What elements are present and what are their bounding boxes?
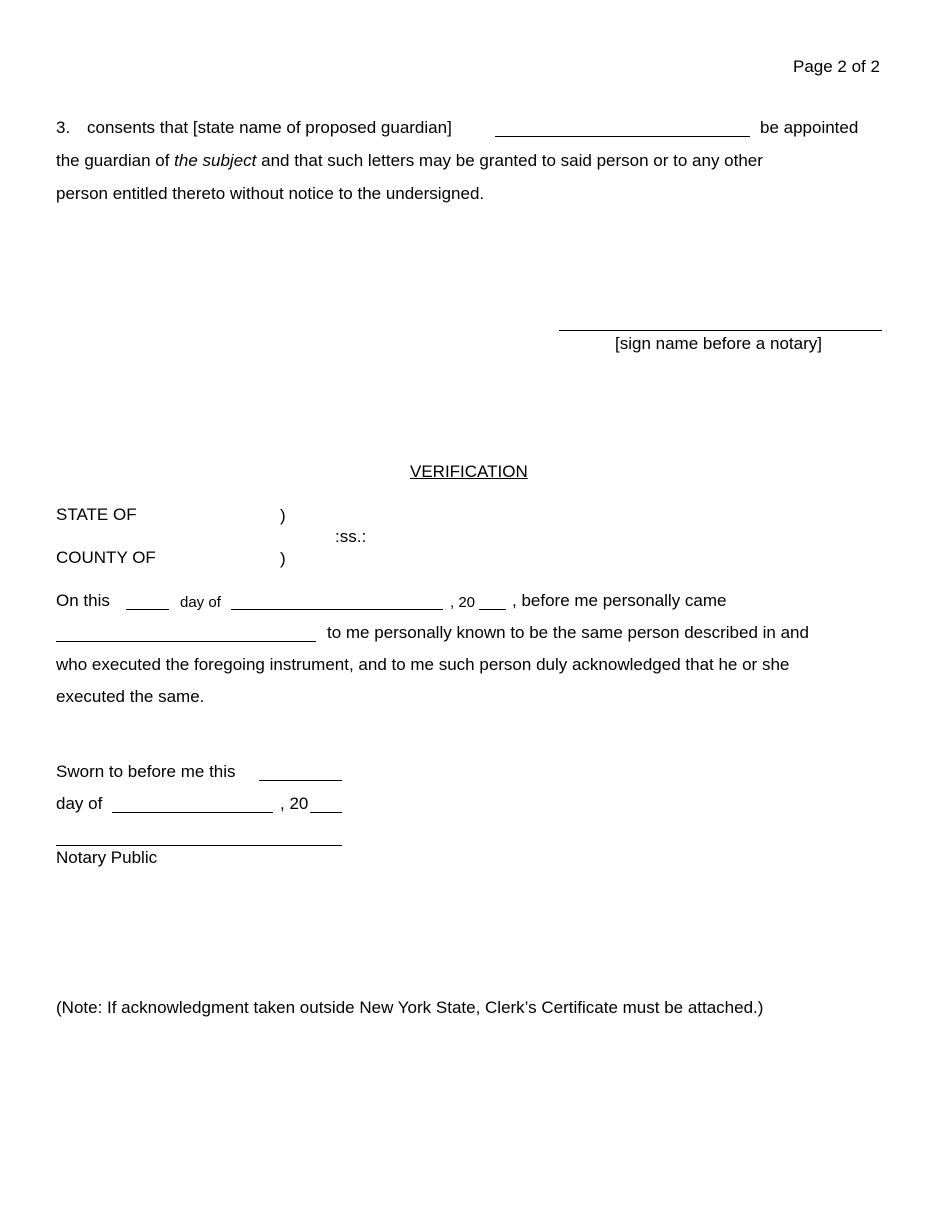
notary-signature-line[interactable] — [56, 845, 342, 846]
appointed-text: be appointed — [760, 118, 859, 137]
state-paren: ) — [280, 506, 286, 525]
guardian-name-blank[interactable] — [495, 136, 750, 137]
letters-text: and that such letters may be granted to said person or to any other — [256, 151, 763, 170]
sworn-month-blank[interactable] — [112, 812, 273, 813]
executed-same-line: executed the same. — [56, 687, 205, 706]
sworn-comma-20: , 20 — [280, 794, 309, 813]
executed-line: who executed the foregoing instrument, and to me such person duly acknowledged that he or she — [56, 655, 790, 674]
ss-label: :ss.: — [335, 527, 367, 546]
sworn-year-blank[interactable] — [310, 812, 342, 813]
guardian-of-text: the guardian of — [56, 151, 175, 170]
known-text: to me personally known to be the same person described in and — [327, 623, 809, 642]
paragraph3-line3: person entitled thereto without notice to the undersigned. — [56, 184, 485, 203]
month-blank[interactable] — [231, 609, 443, 610]
the-subject-text: the subject — [174, 151, 257, 170]
sworn-day-blank[interactable] — [259, 780, 342, 781]
county-of-label: COUNTY OF — [56, 548, 156, 567]
signature-line[interactable] — [559, 330, 882, 331]
notary-public-label: Notary Public — [56, 848, 158, 867]
before-me-text: , before me personally came — [512, 591, 727, 610]
day-of-text: day of — [180, 594, 221, 611]
consents-text: consents that [state name of proposed guardian] — [87, 118, 452, 137]
sworn-day-of-text: day of — [56, 794, 103, 813]
year-blank[interactable] — [479, 609, 506, 610]
signature-caption: [sign name before a notary] — [615, 334, 822, 353]
page-number: Page 2 of 2 — [793, 57, 880, 76]
acknowledgment-note: (Note: If acknowledgment taken outside New York State, Clerk’s Certificate must be attached.) — [56, 998, 764, 1017]
on-this-text: On this — [56, 591, 110, 610]
comma-20-text: , 20 — [450, 594, 476, 611]
sworn-text: Sworn to before me this — [56, 762, 236, 781]
state-of-label: STATE OF — [56, 505, 137, 524]
day-blank[interactable] — [126, 609, 169, 610]
paragraph3-line2 — [56, 151, 763, 171]
county-paren: ) — [280, 549, 286, 568]
paragraph-number: 3. — [56, 118, 71, 137]
verification-title: VERIFICATION — [410, 462, 528, 481]
person-name-blank[interactable] — [56, 641, 316, 642]
